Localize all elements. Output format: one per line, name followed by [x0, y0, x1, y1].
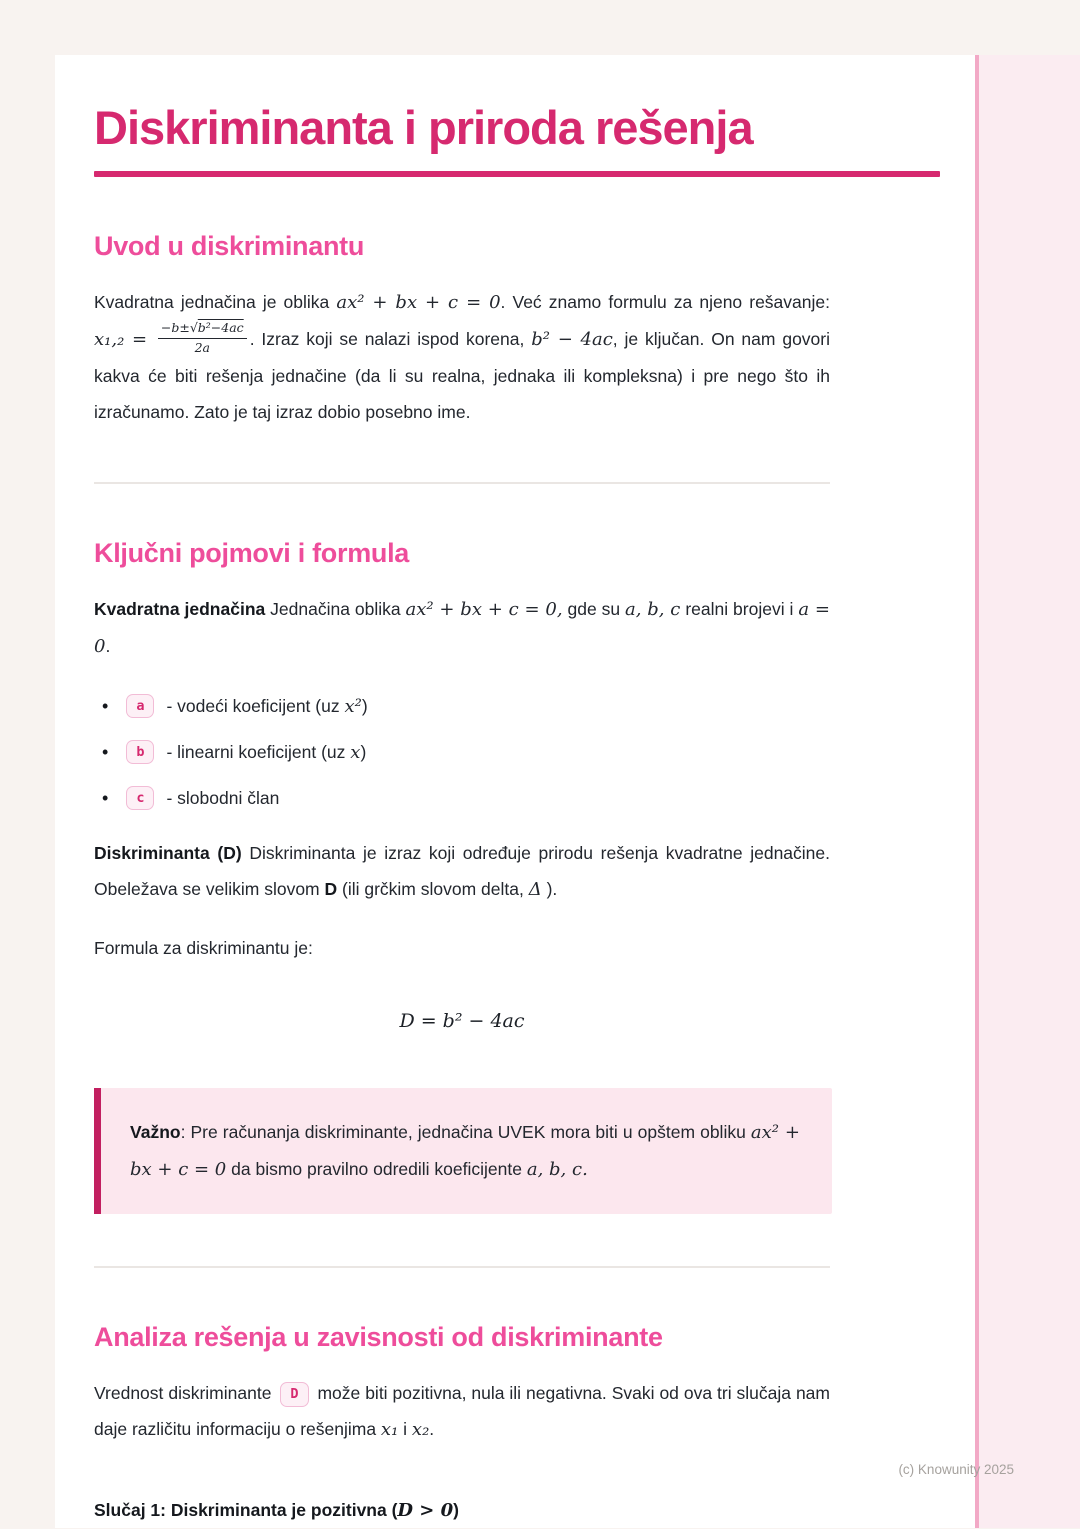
text-segment: , je ključan. On nam govori kakva će biti rešenja jednačine (da li su realna, jednaka ili kompleksna) i pre nego što ih izračunamo. Zato je taj izraz dobio posebno ime.: [94, 329, 830, 423]
sqrt-sign: √: [189, 320, 198, 336]
section-divider: [94, 1266, 830, 1268]
term-label: Kvadratna jednačina: [94, 599, 266, 620]
discriminant-badge-D: D: [280, 1382, 308, 1407]
callout-text: [130, 1114, 800, 1188]
math-inline: a, b, c: [625, 599, 681, 621]
coefficient-list: [94, 691, 830, 813]
math-quadratic-formula: x₁,₂ = $\frac{\text{−b±√b²−4ac}}{2a}$: [94, 329, 250, 350]
math-inline: x: [350, 741, 361, 763]
math-inline: a = 0: [94, 599, 830, 658]
math-fraction: $\frac{\text{−b±√b²−4ac}}{2a}$: [158, 320, 247, 356]
list-item-coefficient-a: [94, 691, 830, 721]
bold-D: D: [324, 879, 338, 900]
footer-credit: (c) Knowunity 2025: [898, 1462, 1014, 1477]
document-card: [55, 55, 1080, 1528]
math-inline: ax² + bx + c = 0: [336, 292, 501, 314]
notebook-margin-line: [975, 55, 979, 1528]
text-segment: ).: [541, 879, 558, 900]
notebook-margin-strip: [979, 55, 1080, 1528]
text-segment: .: [429, 1419, 435, 1440]
text-segment: može biti pozitivna, nula ili negativna. Svaki od ova tri slučaja nam daje različitu informaciju o rešenjima: [94, 1383, 830, 1440]
term-label: Diskriminanta (D): [94, 843, 242, 864]
paragraph-analiza: [94, 1375, 830, 1448]
text-segment: . Već znamo formulu za njeno rešavanje:: [500, 292, 830, 313]
section-divider: [94, 482, 830, 484]
math-delta: Δ: [528, 879, 542, 901]
text-segment: ): [453, 1500, 459, 1521]
list-item-coefficient-b: [94, 737, 830, 767]
definition-diskriminanta: [94, 835, 830, 908]
title-underline: [94, 171, 940, 177]
list-item-coefficient-c: [94, 783, 830, 813]
math-D-positive: D > 0: [397, 1500, 454, 1522]
bullet-text: - vodeći koeficijent (uz x²): [166, 695, 368, 717]
section-heading-analiza: Analiza rešenja u zavisnosti od diskriminante: [94, 1322, 663, 1353]
text-segment: . Izraz koji se nalazi ispod korena,: [249, 329, 532, 350]
text-segment: Kvadratna jednačina je oblika: [94, 292, 337, 313]
definition-kvadratna-jednacina: [94, 591, 830, 665]
paragraph-intro: [94, 284, 830, 430]
math-inline: b² − 4ac: [531, 329, 613, 351]
page-title: Diskriminanta i priroda rešenja: [94, 101, 753, 154]
math-inline: x²: [344, 695, 362, 717]
case-1-title: [94, 1492, 830, 1529]
math-x1: x₁: [380, 1419, 399, 1441]
coefficient-badge-a: • a: [126, 694, 154, 719]
math-inline: a, b, c.: [526, 1159, 588, 1181]
text-segment: Slučaj 1: Diskriminanta je pozitivna (: [94, 1500, 398, 1521]
formula-intro-text: Formula za diskriminantu je:: [94, 938, 313, 959]
text-segment: : Pre računanja diskriminante, jednačina UVEK mora biti u opštem obliku: [180, 1122, 751, 1143]
text-segment: gde su: [562, 599, 626, 620]
coefficient-badge-b: • b: [126, 740, 154, 765]
section-heading-uvod: Uvod u diskriminantu: [94, 231, 365, 262]
callout-label: Važno: [130, 1122, 181, 1143]
text-segment: Vrednost diskriminante: [94, 1383, 277, 1404]
text-segment: realni brojevi i: [680, 599, 799, 620]
text-segment: Diskriminanta je izraz koji određuje prirodu rešenja kvadratne jednačine. Obeležava se velikim slovom: [94, 843, 830, 900]
discriminant-formula: D = b² − 4ac: [399, 1010, 525, 1033]
text-segment: Jednačina oblika: [265, 599, 406, 620]
math-inline: ax² + bx + c = 0: [130, 1122, 800, 1181]
text-segment: (ili grčkim slovom delta,: [337, 879, 529, 900]
bullet-text: - linearni koeficijent (uz x): [166, 741, 367, 763]
important-callout: [94, 1088, 832, 1214]
math-inline: ax² + bx + c = 0,: [405, 599, 563, 621]
text-segment: i: [398, 1419, 412, 1440]
math-x2: x₂: [411, 1419, 430, 1441]
coefficient-badge-c: • c: [126, 786, 154, 811]
bullet-text: - slobodni član: [166, 787, 280, 808]
document-content: [94, 55, 940, 1529]
text-segment: .: [105, 636, 111, 657]
text-segment: da bismo pravilno odredili koeficijente: [226, 1159, 527, 1180]
section-heading-kljucni-pojmovi: Ključni pojmovi i formula: [94, 538, 410, 569]
